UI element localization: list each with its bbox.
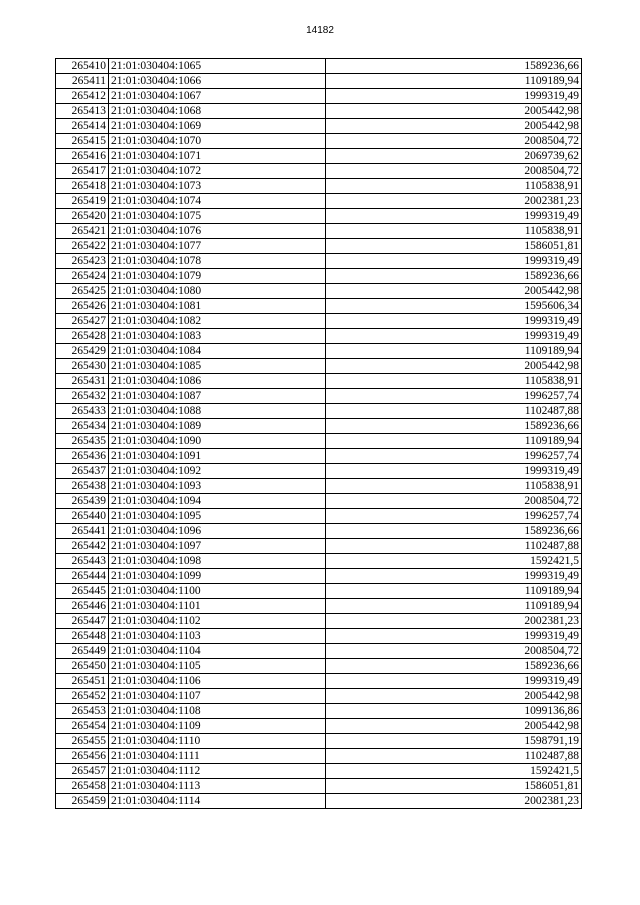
cadastral-value-cell: 1589236,66 [326, 524, 582, 539]
cadastral-value-cell: 1109189,94 [326, 584, 582, 599]
cadastral-value-cell: 1109189,94 [326, 434, 582, 449]
cadastral-number-cell: 21:01:030404:1099 [109, 569, 326, 584]
table-row [56, 614, 582, 629]
cadastral-value-cell: 1102487,88 [326, 749, 582, 764]
row-number-cell: 265453 [56, 704, 109, 719]
cadastral-value-cell: 1595606,34 [326, 299, 582, 314]
table-row [56, 779, 582, 794]
row-number-cell: 265451 [56, 674, 109, 689]
table-row [56, 284, 582, 299]
table-row [56, 689, 582, 704]
row-number-cell: 265439 [56, 494, 109, 509]
table-row [56, 149, 582, 164]
table-row [56, 254, 582, 269]
cadastral-number-cell: 21:01:030404:1096 [109, 524, 326, 539]
cadastral-value-cell: 2005442,98 [326, 104, 582, 119]
row-number-cell: 265422 [56, 239, 109, 254]
cadastral-value-cell: 1598791,19 [326, 734, 582, 749]
row-number-cell: 265447 [56, 614, 109, 629]
cadastral-number-cell: 21:01:030404:1107 [109, 689, 326, 704]
cadastral-value-cell: 1999319,49 [326, 674, 582, 689]
cadastral-number-cell: 21:01:030404:1113 [109, 779, 326, 794]
cadastral-value-cell: 1105838,91 [326, 179, 582, 194]
row-number-cell: 265414 [56, 119, 109, 134]
table-row [56, 719, 582, 734]
row-number-cell: 265426 [56, 299, 109, 314]
table-row [56, 794, 582, 809]
cadastral-value-table [55, 58, 582, 809]
row-number-cell: 265432 [56, 389, 109, 404]
cadastral-number-cell: 21:01:030404:1078 [109, 254, 326, 269]
row-number-cell: 265443 [56, 554, 109, 569]
cadastral-value-cell: 1102487,88 [326, 539, 582, 554]
table-row [56, 404, 582, 419]
cadastral-value-cell: 1999319,49 [326, 464, 582, 479]
table-row [56, 659, 582, 674]
cadastral-number-cell: 21:01:030404:1111 [109, 749, 326, 764]
cadastral-value-cell: 1102487,88 [326, 404, 582, 419]
table-row [56, 59, 582, 74]
cadastral-number-cell: 21:01:030404:1079 [109, 269, 326, 284]
cadastral-number-cell: 21:01:030404:1100 [109, 584, 326, 599]
cadastral-value-cell: 1099136,86 [326, 704, 582, 719]
row-number-cell: 265456 [56, 749, 109, 764]
table-row [56, 584, 582, 599]
cadastral-number-cell: 21:01:030404:1075 [109, 209, 326, 224]
cadastral-number-cell: 21:01:030404:1081 [109, 299, 326, 314]
row-number-cell: 265420 [56, 209, 109, 224]
table-row [56, 599, 582, 614]
cadastral-number-cell: 21:01:030404:1076 [109, 224, 326, 239]
cadastral-value-cell: 2002381,23 [326, 794, 582, 809]
cadastral-number-cell: 21:01:030404:1114 [109, 794, 326, 809]
table-row [56, 569, 582, 584]
table-row [56, 344, 582, 359]
row-number-cell: 265411 [56, 74, 109, 89]
table-row [56, 704, 582, 719]
table-row [56, 74, 582, 89]
row-number-cell: 265450 [56, 659, 109, 674]
cadastral-number-cell: 21:01:030404:1071 [109, 149, 326, 164]
table-row [56, 164, 582, 179]
row-number-cell: 265416 [56, 149, 109, 164]
table-row [56, 209, 582, 224]
cadastral-value-cell: 1999319,49 [326, 89, 582, 104]
cadastral-value-cell: 1109189,94 [326, 344, 582, 359]
table-row [56, 764, 582, 779]
row-number-cell: 265425 [56, 284, 109, 299]
row-number-cell: 265412 [56, 89, 109, 104]
row-number-cell: 265413 [56, 104, 109, 119]
cadastral-number-cell: 21:01:030404:1084 [109, 344, 326, 359]
cadastral-number-cell: 21:01:030404:1077 [109, 239, 326, 254]
table-row [56, 749, 582, 764]
cadastral-value-cell: 1589236,66 [326, 269, 582, 284]
row-number-cell: 265428 [56, 329, 109, 344]
row-number-cell: 265445 [56, 584, 109, 599]
cadastral-value-cell: 1109189,94 [326, 74, 582, 89]
row-number-cell: 265444 [56, 569, 109, 584]
table-row [56, 554, 582, 569]
cadastral-value-cell: 1109189,94 [326, 599, 582, 614]
cadastral-number-cell: 21:01:030404:1072 [109, 164, 326, 179]
cadastral-value-cell: 1996257,74 [326, 509, 582, 524]
cadastral-value-cell: 1996257,74 [326, 389, 582, 404]
table-row [56, 434, 582, 449]
cadastral-number-cell: 21:01:030404:1102 [109, 614, 326, 629]
table-row [56, 269, 582, 284]
row-number-cell: 265410 [56, 59, 109, 74]
row-number-cell: 265415 [56, 134, 109, 149]
row-number-cell: 265459 [56, 794, 109, 809]
cadastral-number-cell: 21:01:030404:1104 [109, 644, 326, 659]
cadastral-number-cell: 21:01:030404:1098 [109, 554, 326, 569]
cadastral-value-cell: 2069739,62 [326, 149, 582, 164]
cadastral-number-cell: 21:01:030404:1068 [109, 104, 326, 119]
row-number-cell: 265436 [56, 449, 109, 464]
cadastral-value-cell: 2005442,98 [326, 719, 582, 734]
table-row [56, 524, 582, 539]
row-number-cell: 265440 [56, 509, 109, 524]
cadastral-value-cell: 2002381,23 [326, 194, 582, 209]
row-number-cell: 265454 [56, 719, 109, 734]
cadastral-number-cell: 21:01:030404:1089 [109, 419, 326, 434]
table-row [56, 494, 582, 509]
cadastral-number-cell: 21:01:030404:1094 [109, 494, 326, 509]
cadastral-value-cell: 1105838,91 [326, 374, 582, 389]
table-row [56, 419, 582, 434]
table-row [56, 374, 582, 389]
cadastral-number-cell: 21:01:030404:1074 [109, 194, 326, 209]
table-row [56, 644, 582, 659]
row-number-cell: 265457 [56, 764, 109, 779]
cadastral-number-cell: 21:01:030404:1097 [109, 539, 326, 554]
table-body [56, 59, 582, 809]
cadastral-number-cell: 21:01:030404:1095 [109, 509, 326, 524]
cadastral-value-cell: 1999319,49 [326, 209, 582, 224]
table-row [56, 299, 582, 314]
cadastral-value-cell: 1105838,91 [326, 479, 582, 494]
table-row [56, 629, 582, 644]
cadastral-number-cell: 21:01:030404:1108 [109, 704, 326, 719]
table-row [56, 89, 582, 104]
cadastral-value-cell: 1105838,91 [326, 224, 582, 239]
row-number-cell: 265449 [56, 644, 109, 659]
cadastral-value-cell: 2008504,72 [326, 644, 582, 659]
table-row [56, 329, 582, 344]
row-number-cell: 265417 [56, 164, 109, 179]
cadastral-value-cell: 2008504,72 [326, 494, 582, 509]
table-row [56, 239, 582, 254]
table-row [56, 134, 582, 149]
cadastral-value-cell: 1592421,5 [326, 554, 582, 569]
cadastral-value-cell: 1999319,49 [326, 329, 582, 344]
cadastral-value-cell: 2005442,98 [326, 119, 582, 134]
table-row [56, 464, 582, 479]
row-number-cell: 265424 [56, 269, 109, 284]
cadastral-number-cell: 21:01:030404:1069 [109, 119, 326, 134]
cadastral-number-cell: 21:01:030404:1110 [109, 734, 326, 749]
cadastral-number-cell: 21:01:030404:1101 [109, 599, 326, 614]
cadastral-number-cell: 21:01:030404:1112 [109, 764, 326, 779]
table-row [56, 314, 582, 329]
row-number-cell: 265423 [56, 254, 109, 269]
table-row [56, 104, 582, 119]
cadastral-number-cell: 21:01:030404:1073 [109, 179, 326, 194]
cadastral-value-cell: 2005442,98 [326, 284, 582, 299]
table-row [56, 224, 582, 239]
table-row [56, 674, 582, 689]
table-row [56, 179, 582, 194]
cadastral-number-cell: 21:01:030404:1092 [109, 464, 326, 479]
cadastral-value-cell: 2005442,98 [326, 359, 582, 374]
row-number-cell: 265418 [56, 179, 109, 194]
table-row [56, 389, 582, 404]
cadastral-value-cell: 1999319,49 [326, 569, 582, 584]
table-row [56, 734, 582, 749]
cadastral-value-cell: 1999319,49 [326, 314, 582, 329]
cadastral-value-cell: 1592421,5 [326, 764, 582, 779]
row-number-cell: 265438 [56, 479, 109, 494]
cadastral-number-cell: 21:01:030404:1103 [109, 629, 326, 644]
cadastral-number-cell: 21:01:030404:1106 [109, 674, 326, 689]
cadastral-value-cell: 2002381,23 [326, 614, 582, 629]
cadastral-number-cell: 21:01:030404:1066 [109, 74, 326, 89]
cadastral-value-cell: 2008504,72 [326, 134, 582, 149]
row-number-cell: 265448 [56, 629, 109, 644]
table-row [56, 359, 582, 374]
cadastral-number-cell: 21:01:030404:1109 [109, 719, 326, 734]
cadastral-value-cell: 1996257,74 [326, 449, 582, 464]
cadastral-value-cell: 1589236,66 [326, 419, 582, 434]
row-number-cell: 265421 [56, 224, 109, 239]
table-row [56, 539, 582, 554]
cadastral-value-cell: 2008504,72 [326, 164, 582, 179]
cadastral-number-cell: 21:01:030404:1083 [109, 329, 326, 344]
row-number-cell: 265458 [56, 779, 109, 794]
cadastral-number-cell: 21:01:030404:1086 [109, 374, 326, 389]
cadastral-number-cell: 21:01:030404:1105 [109, 659, 326, 674]
table-row [56, 509, 582, 524]
cadastral-number-cell: 21:01:030404:1093 [109, 479, 326, 494]
cadastral-value-cell: 1586051,81 [326, 779, 582, 794]
cadastral-number-cell: 21:01:030404:1085 [109, 359, 326, 374]
row-number-cell: 265430 [56, 359, 109, 374]
row-number-cell: 265452 [56, 689, 109, 704]
row-number-cell: 265437 [56, 464, 109, 479]
cadastral-number-cell: 21:01:030404:1091 [109, 449, 326, 464]
row-number-cell: 265441 [56, 524, 109, 539]
row-number-cell: 265435 [56, 434, 109, 449]
row-number-cell: 265434 [56, 419, 109, 434]
cadastral-number-cell: 21:01:030404:1088 [109, 404, 326, 419]
cadastral-value-cell: 1586051,81 [326, 239, 582, 254]
cadastral-value-cell: 1589236,66 [326, 659, 582, 674]
row-number-cell: 265431 [56, 374, 109, 389]
cadastral-number-cell: 21:01:030404:1082 [109, 314, 326, 329]
cadastral-number-cell: 21:01:030404:1080 [109, 284, 326, 299]
cadastral-value-cell: 2005442,98 [326, 689, 582, 704]
cadastral-number-cell: 21:01:030404:1070 [109, 134, 326, 149]
cadastral-number-cell: 21:01:030404:1087 [109, 389, 326, 404]
cadastral-value-cell: 1999319,49 [326, 254, 582, 269]
table-row [56, 119, 582, 134]
table-row [56, 479, 582, 494]
cadastral-number-cell: 21:01:030404:1065 [109, 59, 326, 74]
row-number-cell: 265446 [56, 599, 109, 614]
cadastral-value-cell: 1999319,49 [326, 629, 582, 644]
row-number-cell: 265427 [56, 314, 109, 329]
page-number: 14182 [306, 25, 334, 36]
table-row [56, 449, 582, 464]
cadastral-number-cell: 21:01:030404:1067 [109, 89, 326, 104]
row-number-cell: 265419 [56, 194, 109, 209]
row-number-cell: 265433 [56, 404, 109, 419]
row-number-cell: 265455 [56, 734, 109, 749]
row-number-cell: 265429 [56, 344, 109, 359]
row-number-cell: 265442 [56, 539, 109, 554]
cadastral-number-cell: 21:01:030404:1090 [109, 434, 326, 449]
cadastral-value-cell: 1589236,66 [326, 59, 582, 74]
table-row [56, 194, 582, 209]
